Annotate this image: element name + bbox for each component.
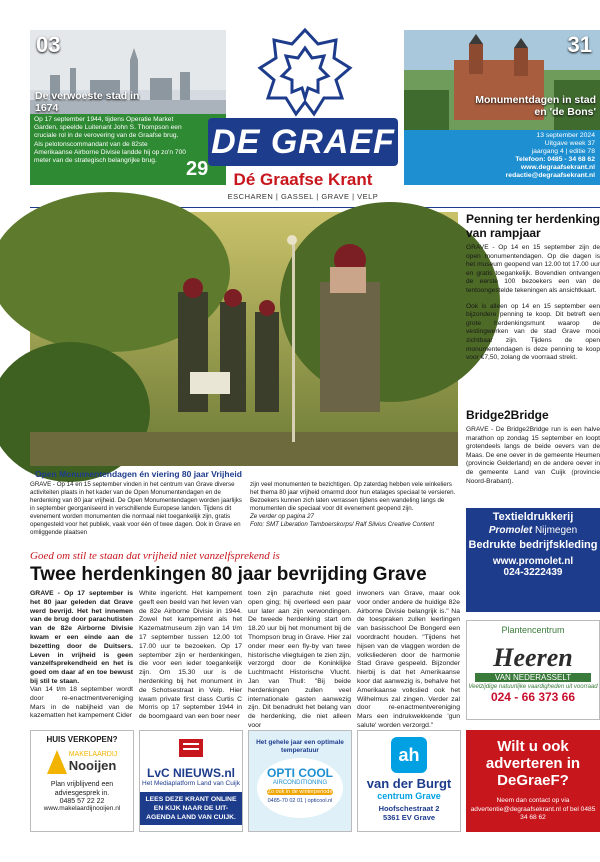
ad-name: Heeren [493, 643, 573, 672]
teaser-title: Monumentdagen in stad en 'de Bons' [475, 94, 596, 118]
photo-credit: Foto: SMT Liberation Tamboerskorps/ Ralf Silvius Creative Content [250, 521, 435, 528]
edition-web[interactable]: www.degraafsekrant.nl [520, 164, 595, 171]
ad-tagline: Veelzijdige natuurlijke vaardigheden uit voorraad [468, 684, 598, 690]
ad-phone: 0485-70 02 01 | opticool.nl [267, 798, 333, 804]
ad-web: www.makelaardijnooijen.nl [43, 805, 121, 812]
side-article-title: Penning ter herdenking van rampjaar [466, 212, 600, 240]
ad-text: Plan vrijblijvend een adviesgesprek in. [50, 781, 114, 797]
parade-photo-image [30, 212, 458, 466]
edition-volume: jaargang 4 | editie 78 [531, 148, 595, 155]
teaser-page-number-2: 29 [186, 158, 209, 180]
ad-logo: LvC NIEUWS.nl [146, 766, 235, 780]
ad-top: Plantencentrum [501, 625, 565, 635]
side-article-text: GRAVE - Op 14 en 15 september zijn de open monumentendagen. Op die dagen is het museum geopend van 12.00 tot 17.00 uur en gratis toegankelijk. Bovendien ontvangen de eerste 100 bezoekers een van de tentoongestelde tekeningen als ansichtkaart. [466, 244, 600, 294]
ad-logo: ah [391, 737, 427, 773]
side-article-text: GRAVE - De Bridge2Bridge run is een halve marathon op zondag 15 september en loopt grotendeels langs de beide oevers van de Maas. De ene oever in de gemeente Heumen (provincie Gelderland) en de andere oever in de gemeente Land van Cuijk (provincie Noord-Brabant). [466, 426, 600, 485]
article-col2: White ingericht. Het kampement geeft een beeld van het leven van de 82e Airborne Divisie in 1944. Zowel het kampement als het Kazematmuseum zijn van 14 t/m 17 september tussen 12.00 tot 17.00 uur te bezoeken. Op 17 september zijn er herdenkingen, die voor een ieder toegankelijk zijn. Om 15.30 uur is de herdenking bij het monument in de Schotsestraat in Velp. Hier kwam private first class Curtis C Morris op 17 september 1944 in de boomgaard van een boer neer [139, 590, 242, 721]
edition-date: 13 september 2024 [536, 132, 595, 139]
ad-phone: 024-3222439 [503, 567, 563, 578]
ad-brand: Promolet [488, 525, 533, 536]
article-col1: Van 14 t/m 18 september wordt door re-enactmentvereniging Mars in de nabijheid van de kazematten het kampement Cider [30, 686, 133, 720]
side-article-penning[interactable] [466, 212, 600, 363]
photo-caption-left: GRAVE - Op 14 en 15 september vinden in het centrum van Grave diverse activiteiten plaats in het kader van de Open Monumentendagen en de herdenking van 80 jaar vrijheid. De Open Monumentendagen worden jaarlijks in september georganiseerd in verschillende Europese landen. Tijdens dit evenement worden monumenten die normaal niet toegankelijk zijn, gratis opengesteld voor het publiek, vaak voor één of twee dagen. Ook in Grave en omliggende plaatsen [30, 481, 242, 536]
side-article-title: Bridge2Bridge [466, 408, 549, 422]
side-article-bridge[interactable] [466, 408, 600, 486]
ad-text: Neem dan contact op via advertentie@degraafsekrant.nl of bel 0485 34 68 62 [470, 797, 596, 821]
masthead-places: ESCHAREN | GASSEL | GRAVE | VELP [227, 192, 379, 201]
crown-emblem-icon [230, 26, 380, 126]
edition-phone: Telefoon: 0485 - 34 68 62 [515, 156, 595, 163]
ad-lvc[interactable] [139, 730, 243, 832]
teaser-right[interactable] [404, 30, 600, 185]
ad-badge: Zo ook in de winterperiode [267, 789, 333, 795]
ad-arc: Het gehele jaar een optimale temperatuur [256, 739, 344, 754]
masthead-subtitle: Dé Graafse Krant [233, 170, 373, 189]
article-col3: toen zijn parachute niet goed open ging; hij overleed een paar uur later aan zijn verwondingen. De tweede herdenking start om 18.20 uur bij het monument bij de Thompson brug in Grave. Hier zal onder meer een fly-by van twee historische vliegtuigen te zien zijn, verzorgd door de Koninklijke Luchtmacht Historische Vlucht. Jan van Thull: "Bij beide herdenkingen zullen veel internationale gasten aanwezig zijn. Dit benadrukt het belang van de herdenking, die niet alleen voor [248, 590, 351, 729]
lvc-tag-icon [161, 737, 221, 761]
ad-adverteren[interactable] [466, 730, 600, 832]
logo-banner[interactable] [208, 118, 398, 166]
edition-info [404, 130, 600, 185]
ad-sub: centrum Grave [377, 791, 441, 801]
ad-promolet[interactable] [466, 508, 600, 612]
teaser-page-number: 03 [36, 32, 61, 57]
article-col4: inwoners van Grave, maar ook voor onder andere de huidige 82e Airborne Divisie belangrijk is." Na de toespraken zullen leerlingen van basisschool De Bongerd een voordracht houden. "Tijdens het hijsen van de vlaggen worden de volksliederen door de harmonie Stad Grave gespeeld. Bijzonder hierbij is dat het Amerikaanse koor dat aanwezig is, behalve het Amerikaanse volkslied ook het Wilhelmus zal zingen. Verder zal door re-enactmentvereniging Mars een indrukwekkende 'gun salute' worden verzorgd." [357, 590, 460, 729]
ad-sub: Het Mediaplatform Land van Cuijk [142, 780, 240, 787]
logo-text: DE GRAEF [211, 123, 395, 161]
side-article-text-2: Ook is alleen op 14 en 15 september een bijzondere penning te koop. Dit betreft een grote herdenkingsmunt waarop de vestingwerken van de stad Grave mooi zichtbaar zijn. Tijdens de open monumentendagen is deze penning te koop voor €7,50, zolang de voorraad strekt. [466, 302, 600, 362]
ad-title: HUIS VERKOPEN? [46, 735, 118, 744]
ad-brand: MAKELAARDIJ [68, 751, 118, 758]
caption-more[interactable]: Ze verder op pagina 27 [250, 513, 314, 520]
ad-phone: 024 - 66 373 66 [490, 690, 576, 704]
teaser-page-number: 31 [567, 32, 592, 57]
teaser-title: De verwoeste stad in 1674 [35, 90, 140, 114]
ad-sub: AIRCONDITIONING [272, 780, 328, 786]
article-kicker: Goed om stil te staan dat vrijheid niet vanzelfsprekend is [30, 550, 280, 562]
caption-text: zijn veel monumenten te bezichtigen. Op zaterdag hebben vele winkeliers het thema 80 jaar vrijheid omarmd door hun etalages speciaal te versieren. Bezoekers kunnen zich laten verrassen tijdens een wandeling langs de monumenten die speciaal voor dit evenement geopend zijn. [250, 481, 456, 512]
photo-caption-title: Open Monumentendagen én viering 80 jaar Vrijheid [35, 469, 242, 479]
article-lead: GRAVE - Op 17 september is het 80 jaar geleden dat Grave werd bevrijd. Het het innemen van de brug door parachutisten van de 82e Airborne Divisie kwam er een einde aan de bezetting door de Duitsers. Leven in vrijheid is geen vanzelfsprekendheid en het is goed om daar af en toe bewust bij stil te staan. [30, 590, 133, 685]
ad-opticool[interactable] [248, 730, 352, 832]
ad-name: van der Burgt [366, 776, 452, 791]
teaser-text: Op 17 september 1944, tijdens Operatie Market Garden, speelde Luitenant John S. Thompson een cruciale rol in de verovering van de Graafse brug. Als pelotonscommandant van de 82ste Amerikaanse Airborne Divisie landde hij op zo'n 700 meter van de strategisch belangrijke brug. [30, 114, 226, 185]
ad-heeren[interactable] [466, 620, 600, 720]
edition-email[interactable]: redactie@degraafsekrant.nl [505, 172, 595, 179]
ad-web: www.promolet.nl [492, 556, 574, 567]
ad-city: Nijmegen [534, 525, 578, 536]
ad-brand: OPTI COOL [267, 766, 333, 780]
ad-sub: VAN NEDERASSELT [475, 673, 591, 682]
ad-burgt[interactable] [357, 730, 461, 832]
ad-address: Hoofschestraat 2 [378, 804, 440, 813]
ad-line-2: Bedrukte bedrijfskleding [468, 539, 598, 551]
teaser-left[interactable] [30, 30, 226, 185]
ad-phone: 0485 57 22 22 [59, 798, 105, 805]
photo-caption-right [250, 481, 458, 529]
ad-nooijen[interactable] [30, 730, 134, 832]
ad-name: Nooijen [68, 758, 117, 773]
article-headline[interactable]: Twee herdenkingen 80 jaar bevrijding Grave [30, 564, 427, 585]
ad-city: 5361 EV Grave [382, 813, 436, 822]
edition-week: Uitgave week 37 [544, 140, 595, 147]
ad-title: Wilt u ook adverteren in DeGraeF? [485, 738, 581, 789]
ad-line: Textieldrukkerij [492, 511, 574, 523]
roof-logo-icon [47, 750, 67, 774]
ad-text: LEES DEZE KRANT ONLINE EN KIJK NAAR DE UIT-AGENDA LAND VAN CUIJK. [140, 792, 242, 825]
